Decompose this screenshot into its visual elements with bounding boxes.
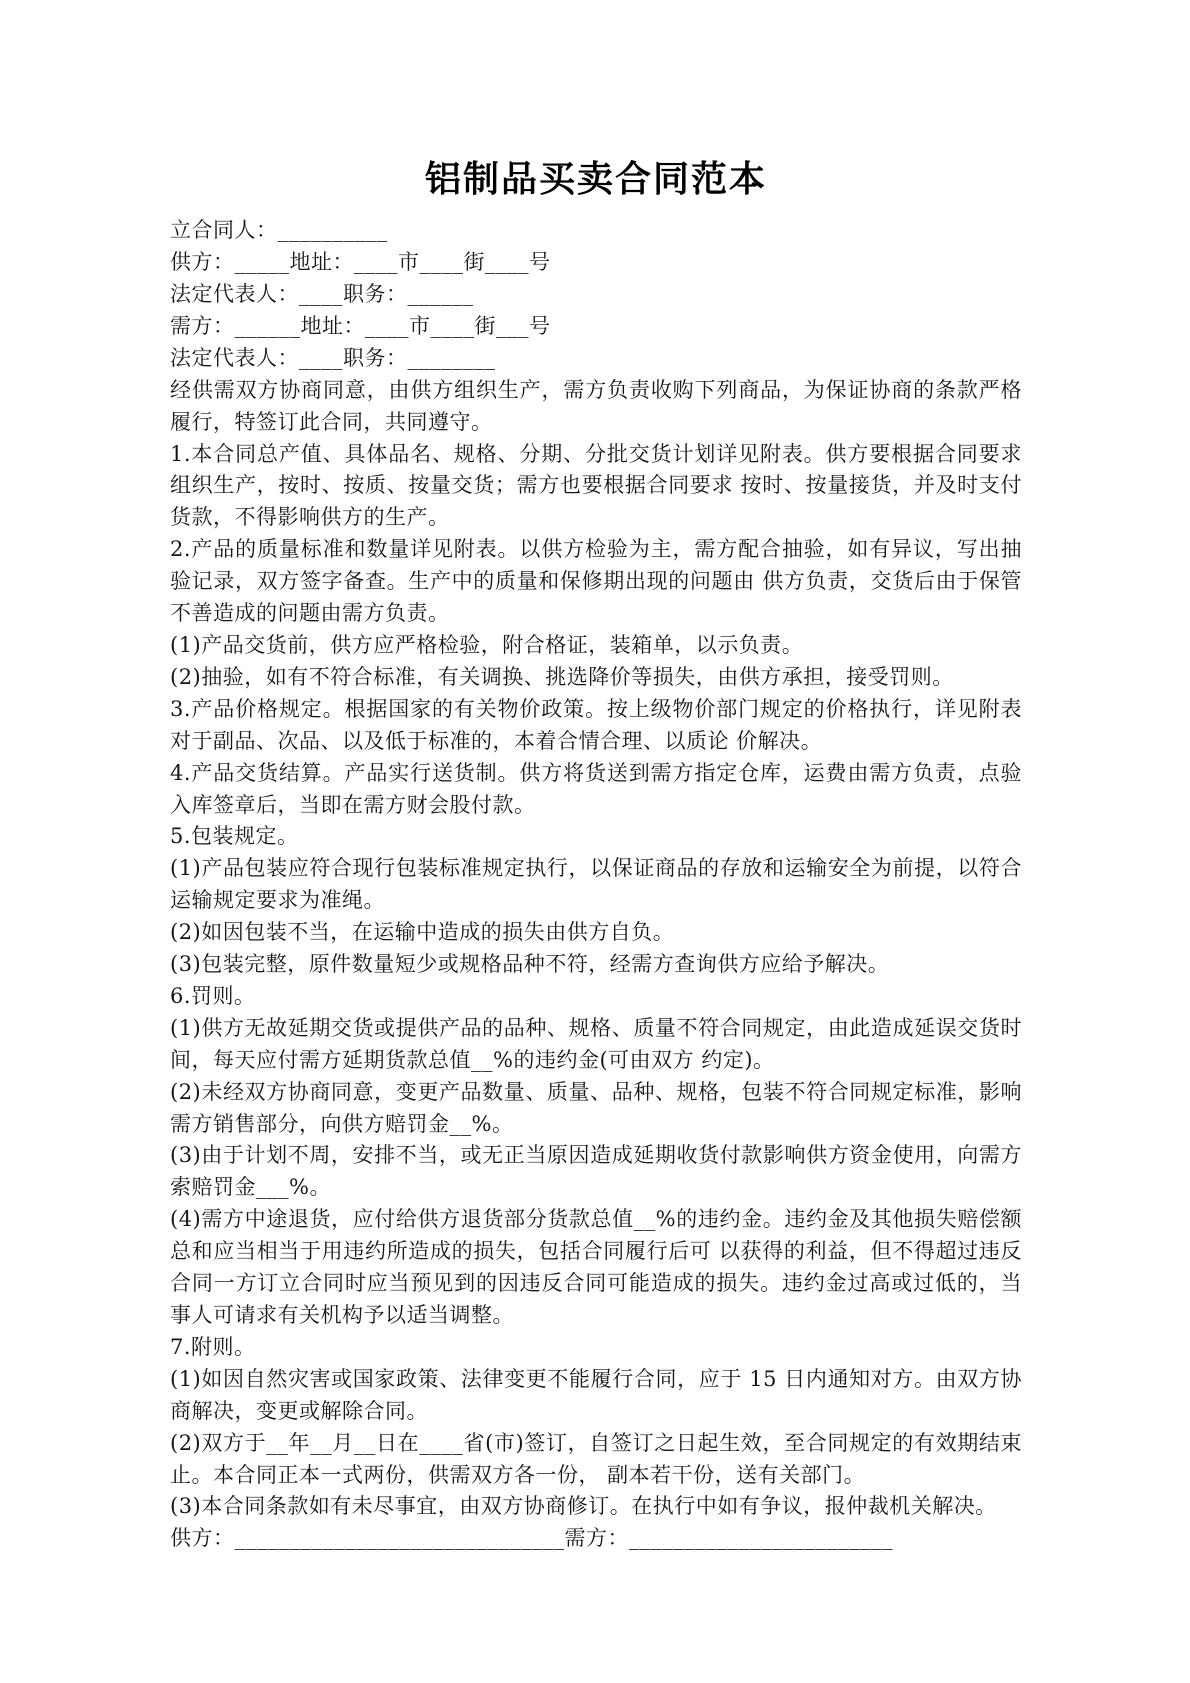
document-title: 铝制品买卖合同范本 — [424, 159, 767, 200]
paragraph: 1.本合同总产值、具体品名、规格、分期、分批交货计划详见附表。供方要根据合同要求组织生产，按时、按质、按量交货；需方也要根据合同要求 按时、按量接货，并及时支付货款，不得影响供方的生产。 — [170, 441, 1022, 530]
paragraph: 供方：_____地址：____市____街____号 — [170, 250, 551, 275]
paragraph: (2)如因包装不当，在运输中造成的损失由供方自负。 — [170, 920, 675, 945]
paragraph: (1)产品交货前，供方应严格检验，附合格证，装箱单，以示负责。 — [170, 632, 804, 657]
paragraph: (2)抽验，如有不符合标准，有关调换、挑选降价等损失，由供方承担，接受罚则。 — [170, 664, 954, 689]
paragraph: 7.附则。 — [170, 1334, 256, 1359]
paragraph: (4)需方中途退货，应付给供方退货部分货款总值__%的违约金。违约金及其他损失赔偿额总和应当相当于用违约所造成的损失，包括合同履行后可 以获得的利益，但不得超过违反合同一方订立合同时应当预见到的因违反合同可能造成的损失。违约金过高或过低的，当事人可请求有关机构予以适当调整。 — [170, 1207, 1022, 1327]
paragraph: (1)产品包装应符合现行包装标准规定执行，以保证商品的存放和运输安全为前提，以符合运输规定要求为准绳。 — [170, 856, 1022, 913]
paragraph: 4.产品交货结算。产品实行送货制。供方将货送到需方指定仓库，运费由需方负责，点验入库签章后，当即在需方财会股付款。 — [170, 760, 1022, 817]
paragraph: 3.产品价格规定。根据国家的有关物价政策。按上级物价部门规定的价格执行，详见附表对于副品、次品、以及低于标准的，本着合情合理、以质论 价解决。 — [170, 696, 1022, 753]
document-body — [170, 215, 1022, 1555]
paragraph: (2)双方于__年__月__日在____省(市)签订，自签订之日起生效，至合同规定的有效期结束止。本合同正本一式两份，供需双方各一份， 副本若干份，送有关部门。 — [170, 1430, 1022, 1487]
paragraph: (2)未经双方协商同意，变更产品数量、质量、品种、规格，包装不符合同规定标准，影响需方销售部分，向供方赔罚金__%。 — [170, 1079, 1022, 1136]
paragraph: 需方：______地址：____市____街___号 — [170, 313, 551, 338]
paragraph: 供方：______________________________需方：________________________ — [170, 1526, 893, 1551]
paragraph: (3)由于计划不周，安排不当，或无正当原因造成延期收货付款影响供方资金使用，向需方索赔罚金___%。 — [170, 1143, 1022, 1200]
paragraph: 法定代表人：____职务：________ — [170, 345, 496, 370]
paragraph: 5.包装规定。 — [170, 824, 299, 849]
paragraph: 经供需双方协商同意，由供方组织生产，需方负责收购下列商品，为保证协商的条款严格履行，特签订此合同，共同遵守。 — [170, 377, 1022, 434]
paragraph: 立合同人：__________ — [170, 218, 388, 243]
paragraph: (1)供方无故延期交货或提供产品的品种、规格、质量不符合同规定，由此造成延误交货时间，每天应付需方延期货款总值__%的违约金(可由双方 约定)。 — [170, 1015, 1022, 1072]
paragraph: 2.产品的质量标准和数量详见附表。以供方检验为主，需方配合抽验，如有异议，写出抽验记录，双方签字备查。生产中的质量和保修期出现的问题由 供方负责，交货后由于保管不善造成的问题由需方负责。 — [170, 537, 1022, 626]
paragraph: (3)本合同条款如有未尽事宜，由双方协商修订。在执行中如有争议，报仲裁机关解决。 — [170, 1494, 997, 1519]
paragraph: 6.罚则。 — [170, 983, 256, 1008]
paragraph: (3)包装完整，原件数量短少或规格品种不符，经需方查询供方应给予解决。 — [170, 952, 890, 977]
paragraph: 法定代表人：____职务：______ — [170, 282, 474, 306]
paragraph: (1)如因自然灾害或国家政策、法律变更不能履行合同，应于 15 日内通知对方。由双方协商解决，变更或解除合同。 — [170, 1366, 1022, 1423]
